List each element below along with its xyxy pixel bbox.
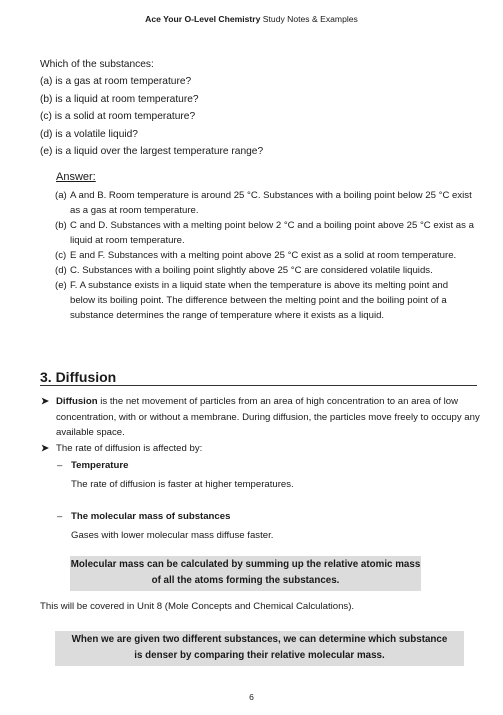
- highlight-note-box: [55, 631, 464, 666]
- answer-text: F. A substance exists in a liquid state when the temperature is above its melting point and below its boiling point. The difference between the melting point and the boiling point of a substance determines the range of temperature where it exists as a liquid.: [70, 280, 449, 321]
- answer-item-d: [55, 263, 475, 278]
- question-item-a: (a) is a gas at room temperature?: [40, 76, 192, 88]
- answer-letter: (c): [55, 250, 67, 261]
- answer-heading: Answer:: [56, 171, 96, 183]
- running-header: [0, 14, 503, 24]
- question-block: [40, 56, 480, 160]
- note-line: When we are given two different substances, we can determine which substance: [71, 634, 448, 645]
- answer-text: C and D. Substances with a melting point below 2 °C and a boiling point above 25 °C exist as a liquid at room temperature.: [70, 220, 474, 246]
- answer-text: C. Substances with a boiling point slightly above 25 °C are considered volatile liquids.: [70, 265, 433, 276]
- question-item-b: (b) is a liquid at room temperature?: [40, 93, 199, 105]
- bullet-item-diffusion: [41, 394, 481, 441]
- answer-letter: (b): [55, 220, 67, 231]
- answer-item-b: [55, 218, 475, 248]
- bullet-text: [56, 394, 481, 441]
- answer-item-e: [55, 278, 475, 323]
- bullet-definition: is the net movement of particles from an area of high concentration to an area of low concentration, with or without a membrane. During diffusion, the particles move freely to occupy any available space.: [56, 396, 480, 438]
- answer-text: A and B. Room temperature is around 25 °C. Substances with a boiling point below 25 °C exist as a gas at room temperature.: [70, 190, 472, 216]
- note-line: of all the atoms forming the substances.: [151, 575, 340, 586]
- answer-letter: (a): [55, 190, 67, 201]
- bullet-term: Diffusion: [56, 396, 98, 407]
- question-item-d: (d) is a volatile liquid?: [40, 128, 138, 140]
- section-title: 3. Diffusion: [40, 369, 117, 385]
- answer-letter: (e): [55, 280, 67, 291]
- question-item-c: (c) is a solid at room temperature?: [40, 111, 196, 123]
- question-intro: Which of the substances:: [40, 59, 154, 70]
- sub-item-title: Temperature: [71, 460, 129, 471]
- arrow-bullet-icon: ➤: [41, 442, 50, 454]
- page-number: 6: [249, 692, 254, 702]
- section-divider: [40, 385, 477, 386]
- bullet-list: [41, 394, 481, 456]
- answer-item-c: [55, 248, 475, 263]
- header-title-rest: Study Notes & Examples: [260, 14, 358, 24]
- dash-bullet: –: [57, 511, 63, 522]
- note-line: is denser by comparing their relative molecular mass.: [134, 650, 385, 661]
- sub-item-description: The rate of diffusion is faster at higher temperatures.: [71, 479, 294, 490]
- question-item-e: (e) is a liquid over the largest temperature range?: [40, 146, 264, 158]
- sub-item-molecular-mass: [57, 511, 230, 522]
- answer-text: E and F. Substances with a melting point above 25 °C exist as a solid at room temperature.: [70, 250, 457, 261]
- highlight-note-box: [70, 556, 421, 591]
- note-line: Molecular mass can be calculated by summing up the relative atomic mass: [70, 559, 421, 570]
- bullet-item-rate: [41, 441, 481, 457]
- arrow-bullet-icon: ➤: [41, 396, 50, 407]
- dash-bullet: –: [57, 460, 63, 471]
- header-title-bold: Ace Your O-Level Chemistry: [145, 14, 261, 24]
- sub-item-title: The molecular mass of substances: [71, 511, 231, 522]
- sub-item-description: Gases with lower molecular mass diffuse faster.: [71, 530, 274, 541]
- sub-item-temperature: [57, 460, 128, 471]
- bullet-text: The rate of diffusion is affected by:: [56, 442, 203, 454]
- body-paragraph: This will be covered in Unit 8 (Mole Concepts and Chemical Calculations).: [40, 601, 355, 612]
- answer-list: [55, 188, 475, 323]
- answer-letter: (d): [55, 265, 67, 276]
- answer-item-a: [55, 188, 475, 218]
